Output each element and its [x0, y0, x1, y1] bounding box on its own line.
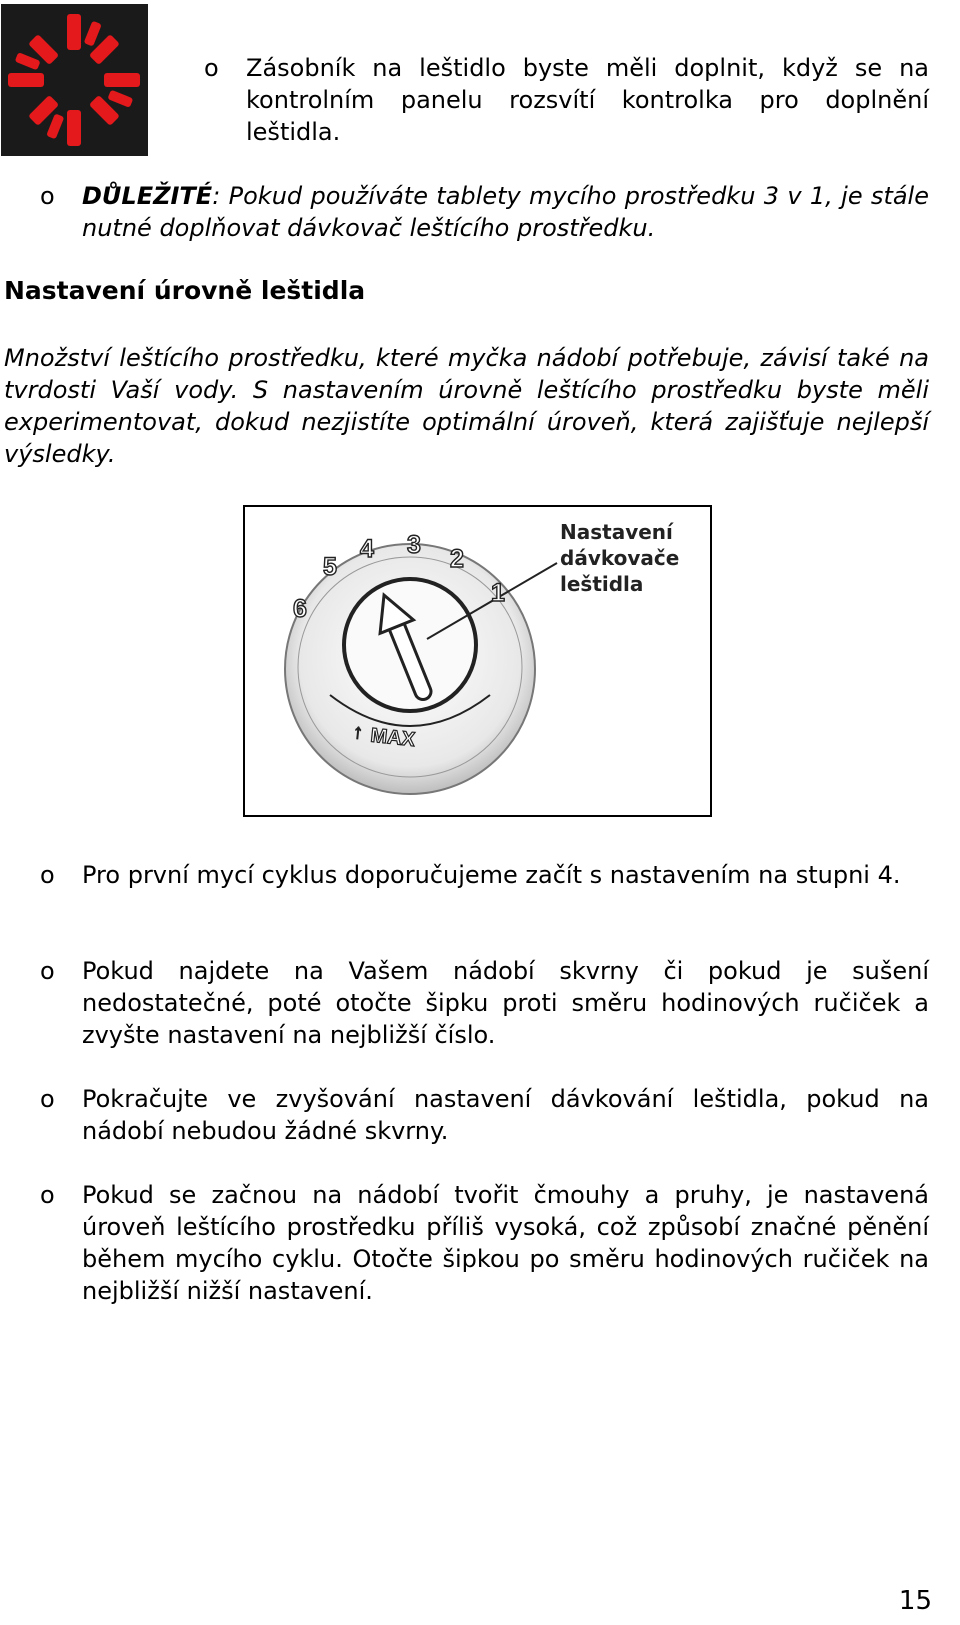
- bullet-text: Pokud se začnou na nádobí tvořit čmouhy a pruhy, je nastavená úroveň leštícího prostředku příliš vysoká, což způsobí značné pěnění během mycího cyklu. Otočte šipkou po směru hodinových ručiček na nejbližší nižší nastavení.: [82, 1181, 929, 1305]
- callout-line-1: Nastavení: [560, 520, 673, 544]
- section-intro: Množství leštícího prostředku, které myčka nádobí potřebuje, závisí také na tvrdosti Vaší vody. S nastavením úrovně leštícího prostředku byste měli experimentovat, dokud nezjistíte optimální úroveň, která zajišťuje nejlepší výsledky.: [4, 344, 929, 468]
- bullet-marker: o: [40, 1181, 55, 1209]
- bullet-marker: o: [40, 957, 55, 985]
- dial-number-5: 5: [323, 553, 337, 581]
- bullet-marker: o: [40, 1085, 55, 1113]
- callout-line-2: dávkovače: [560, 546, 680, 570]
- bullet-text: Pro první mycí cyklus doporučujeme začít s nastavením na stupni 4.: [82, 861, 901, 889]
- bullet-text: Pokud najdete na Vašem nádobí skvrny či pokud je sušení nedostatečné, poté otočte šipku proti směru hodinových ručiček a zvyšte nastavení na nejbližší číslo.: [82, 957, 929, 1049]
- rinse-aid-indicator-icon: [1, 4, 148, 156]
- bullet-marker: o: [204, 54, 219, 82]
- dosage-dial-figure: [243, 505, 712, 817]
- dial-number-4: 4: [360, 535, 374, 563]
- dial-number-2: 2: [450, 545, 464, 573]
- dial-max-label: MAX: [369, 724, 417, 752]
- bullet-text: Pokračujte ve zvyšování nastavení dávkování leštidla, pokud na nádobí nebudou žádné skvrny.: [82, 1085, 929, 1145]
- bullet-marker: o: [40, 861, 55, 889]
- section-heading: Nastavení úrovně leštidla: [4, 276, 366, 305]
- dial-number-1: 1: [491, 579, 505, 607]
- page-number: 15: [898, 1586, 932, 1616]
- rinse-aid-indicator-graphic: [1, 4, 148, 156]
- important-note: [82, 180, 929, 244]
- dial-max-arrow: ↑: [351, 720, 365, 744]
- dial-number-3: 3: [407, 531, 421, 559]
- dosage-dial-drawing: [245, 507, 710, 815]
- dial-number-6: 6: [293, 595, 307, 623]
- refill-indicator-text: Zásobník na leštidlo byste měli doplnit, když se na kontrolním panelu rozsvítí kontrolka pro doplnění leštidla.: [246, 54, 929, 146]
- important-text: : Pokud používáte tablety mycího prostředku 3 v 1, je stále nutné doplňovat dávkovač leštícího prostředku.: [82, 182, 929, 242]
- important-label: DŮLEŽITÉ: [82, 182, 213, 210]
- bullet-marker: o: [40, 182, 55, 210]
- callout-line-3: leštidla: [560, 572, 644, 596]
